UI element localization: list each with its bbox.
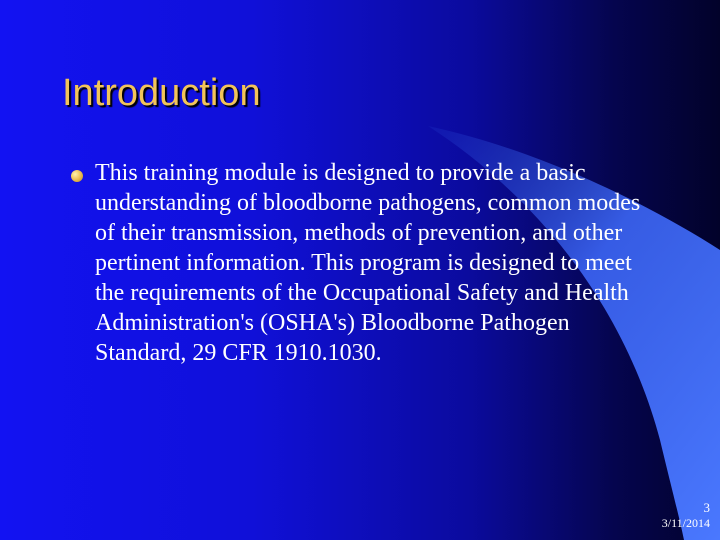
bullet-item xyxy=(70,158,670,368)
slide-title: Introduction xyxy=(62,72,261,114)
bullet-list xyxy=(70,158,670,368)
slide-date: 3/11/2014 xyxy=(661,516,710,530)
bullet-dot-icon xyxy=(71,170,83,182)
bullet-text: This training module is designed to provide a basic understanding of bloodborne pathogens, common modes of their transmission, methods of prevention, and other pertinent information. This program is designed to meet the requirements of the Occupational Safety and Health Administration's (OSHA's) Bloodborne Pathogen Standard, 29 CFR 1910.1030. xyxy=(95,160,641,366)
slide-number: 3 xyxy=(703,500,710,515)
